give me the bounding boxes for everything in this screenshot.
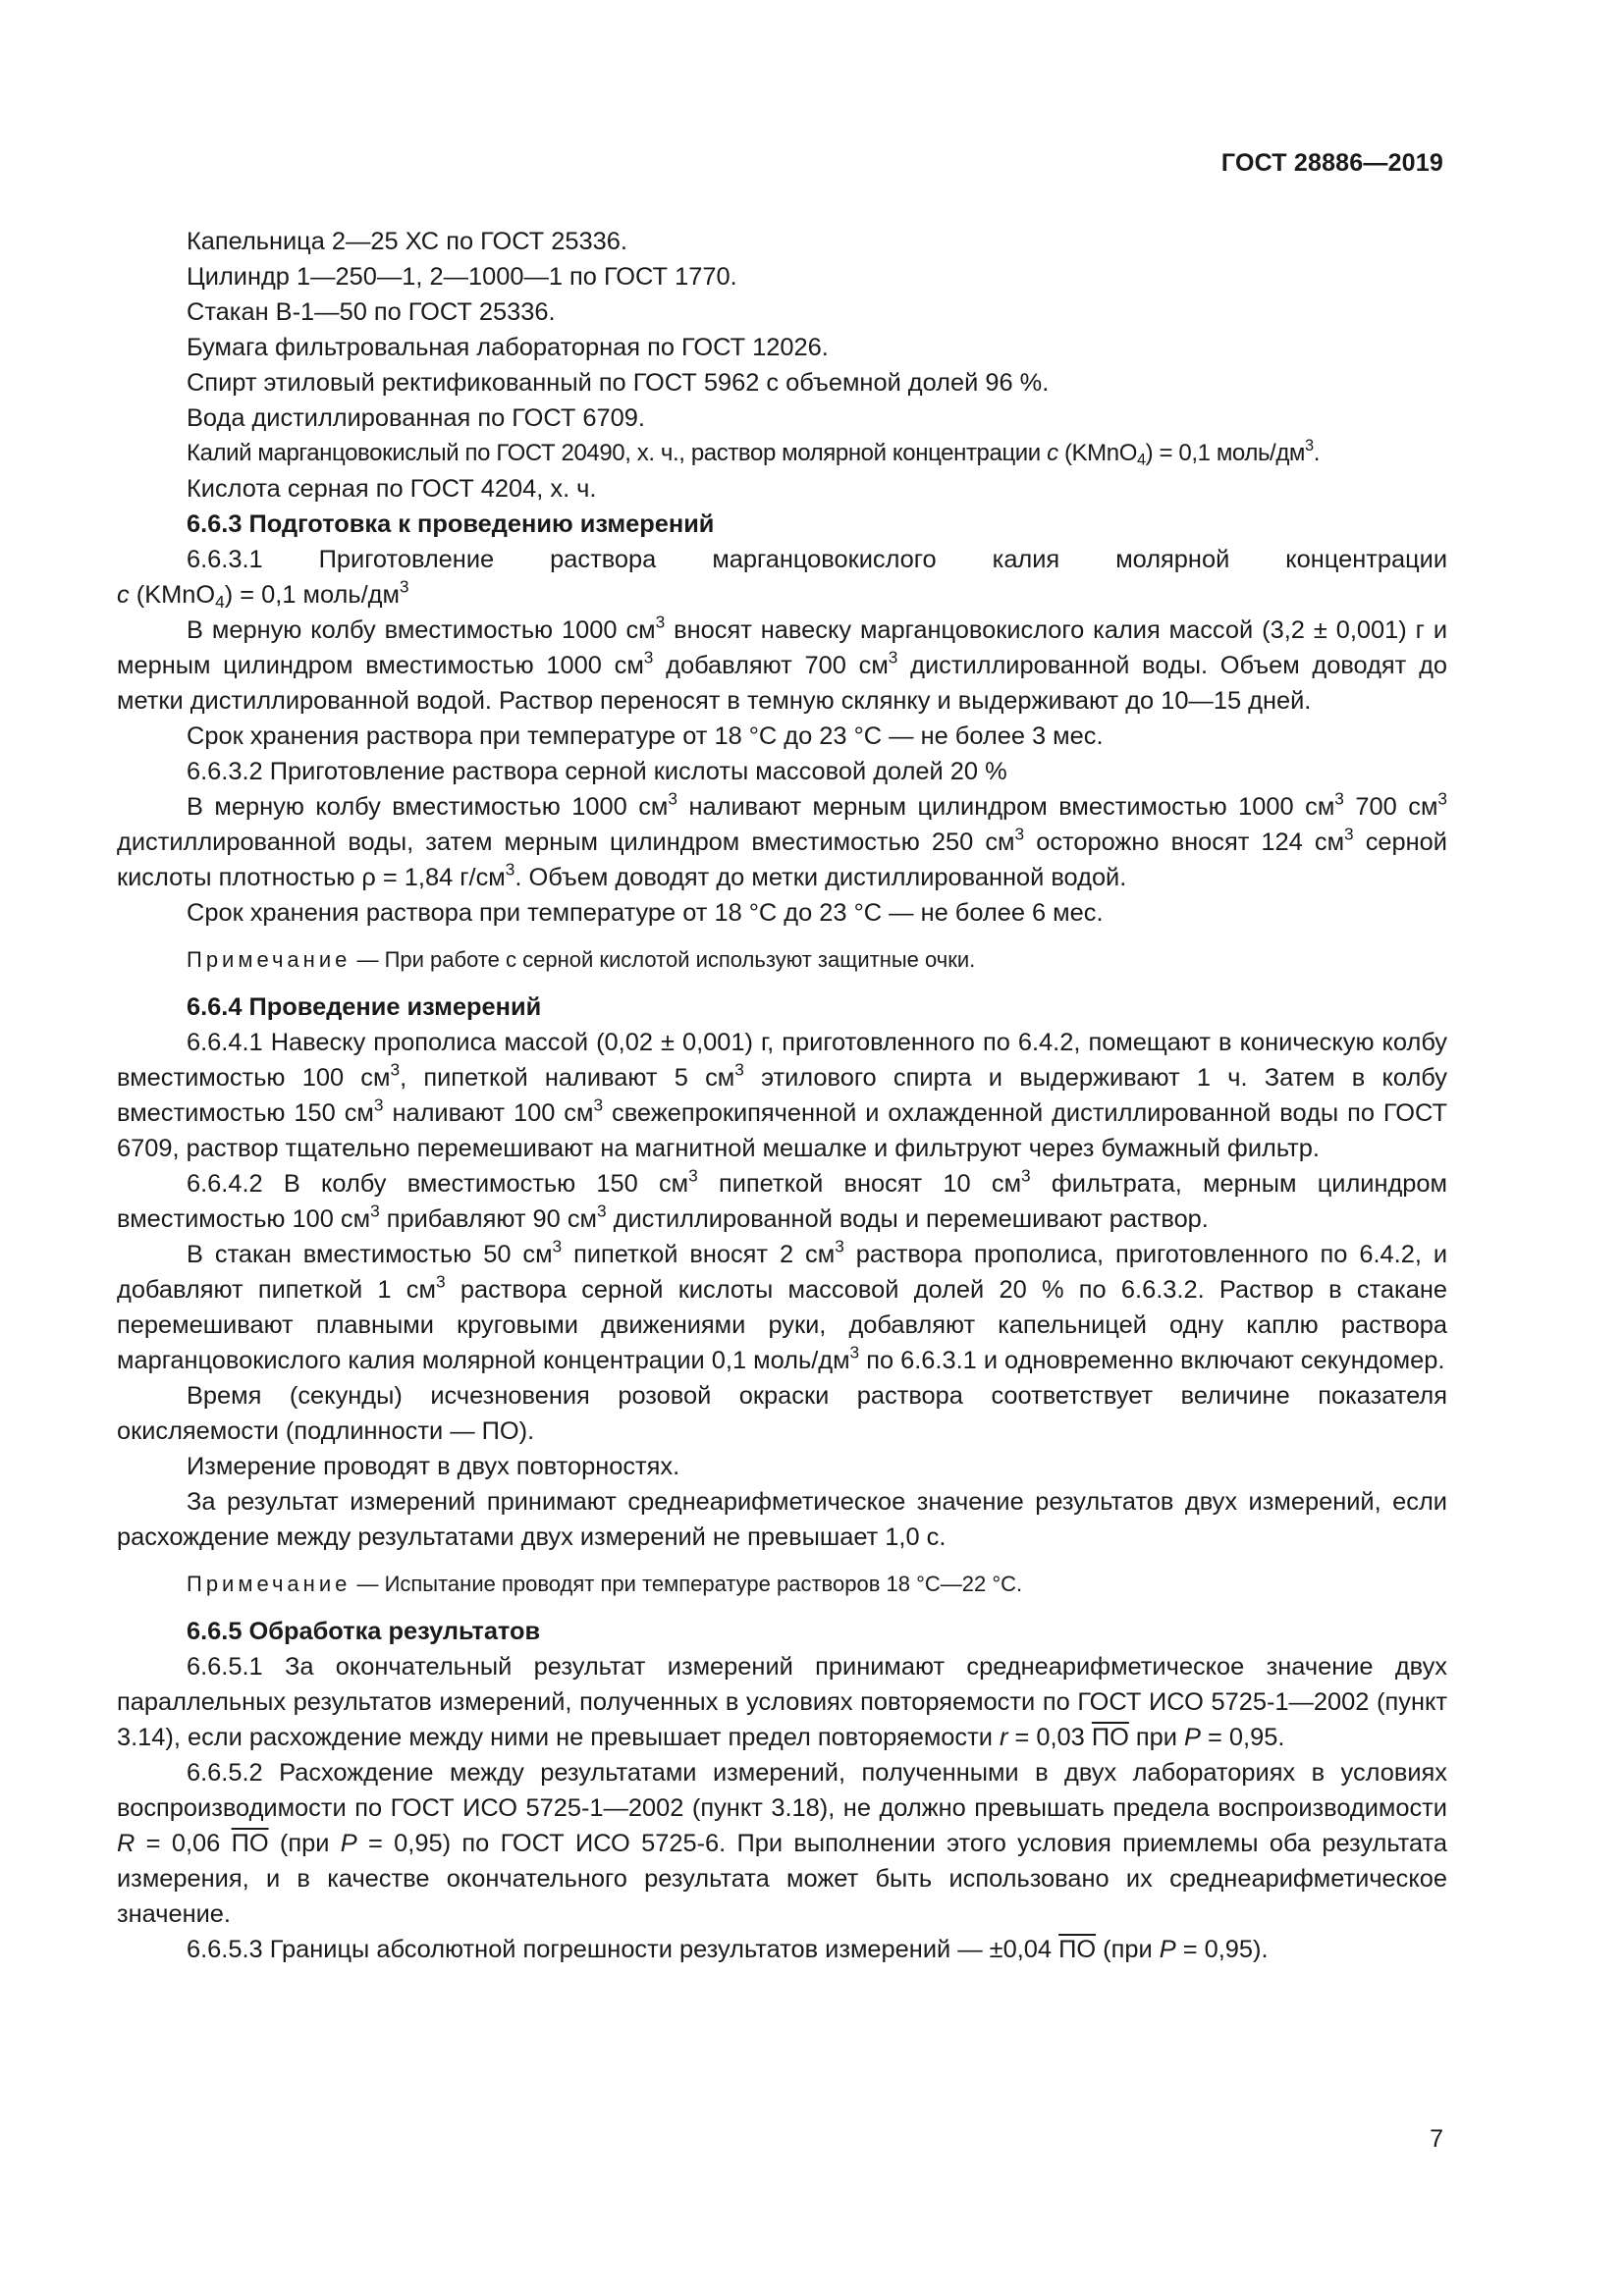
- paragraph-6632-body: В мерную колбу вместимостью 1000 $см^3$ наливают мерным цилиндром вместимостью 1000 $см^3$ 700 $см^3$ дистиллированной воды, затем мерным цилиндром вместимостью 250 $см^3$ осторожно вносят 124 $см^3$ серной кислоты плотностью ρ = 1,84 $г/см^3$. Объем доводят до метки дистиллированной водой.: [117, 788, 1448, 891]
- list-item: Вода дистиллированная по ГОСТ 6709.: [187, 404, 645, 432]
- list-item: Капельница 2—25 ХС по ГОСТ 25336.: [187, 228, 627, 255]
- section-heading-663: 6.6.3 Подготовка к проведению измерений: [187, 510, 715, 538]
- page-number: 7: [1430, 2125, 1443, 2153]
- subsection-title-6631: 6.6.3.1 Приготовление раствора марганцовокислого калия молярной концентрации: [187, 546, 1447, 573]
- paragraph-6631-storage: Срок хранения раствора при температуре от 18 °С до 23 °С — не более 3 мес.: [187, 722, 1104, 750]
- paragraph-beaker: В стакан вместимостью 50 $см^3$ пипеткой вносят 2 $см^3$ раствора прополиса, приготовленного по 6.4.2, и добавляют пипеткой 1 $см^3$ раствора серной кислоты массовой долей 20 % по 6.6.3.2. Раствор в стакане перемешивают плавными круговыми движениями руки, добавляют капельницей одну каплю раствора марганцовокислого калия молярной концентрации 0,1 моль/$дм^3$ по 6.6.3.1 и одновременно включают секундомер.: [117, 1236, 1448, 1374]
- section-heading-665: 6.6.5 Обработка результатов: [187, 1618, 541, 1645]
- list-item: Спирт этиловый ректификованный по ГОСТ 5962 с объемной долей 96 %.: [187, 369, 1050, 397]
- page-content: [117, 224, 1447, 1967]
- paragraph-6631-body: В мерную колбу вместимостью 1000 $см^3$ вносят навеску марганцовокислого калия массой (3,2 ± 0,001) г и мерным цилиндром вместимостью 1000 $см^3$ добавляют 700 $см^3$ дистиллированной воды. Объем доводят до метки дистиллированной водой. Раствор переносят в темную склянку и выдерживают до 10—15 дней.: [117, 612, 1447, 715]
- paragraph-6641: 6.6.4.1 Навеску прополиса массой (0,02 ± 0,001) г, приготовленного по 6.4.2, помещают в коническую колбу вместимостью 100 $см^3$, пипеткой наливают 5 $см^3$ этилового спирта и выдерживают 1 ч. Затем в колбу вместимостью 150 $см^3$ наливают 100 $см^3$ свежепрокипяченной и охлажденной дистиллированной воды по ГОСТ 6709, раствор тщательно перемешивают на магнитной мешалке и фильтруют через бумажный фильтр.: [117, 1029, 1447, 1162]
- list-item: Цилиндр 1—250—1, 2—1000—1 по ГОСТ 1770.: [187, 263, 737, 291]
- list-item-kmno4: Калий марганцовокислый по ГОСТ 20490, х. ч., раствор молярной концентрации c (KMnO$_4$) = 0,1 моль/$дм^3$.: [187, 436, 1321, 469]
- note-sulfuric-acid: Примечание — При работе с серной кислотой используют защитные очки.: [187, 947, 976, 972]
- subsection-title-6632: 6.6.3.2 Приготовление раствора серной кислоты массовой долей 20 %: [187, 758, 1007, 785]
- note-temperature: Примечание — Испытание проводят при температуре растворов 18 °С—22 °С.: [187, 1572, 1023, 1596]
- paragraph-result: За результат измерений принимают среднеарифметическое значение результатов двух измерений, если расхождение между результатами двух измерений не превышает 1,0 с.: [117, 1488, 1447, 1551]
- list-item: Бумага фильтровальная лабораторная по ГОСТ 12026.: [187, 334, 829, 361]
- list-item-acid: Кислота серная по ГОСТ 4204, х. ч.: [187, 475, 597, 503]
- paragraph-6651: 6.6.5.1 За окончательный результат измерений принимают среднеарифметическое значение двух параллельных результатов измерений, полученных в условиях повторяемости по ГОСТ ИСО 5725-1—2002 (пункт 3.14), если расхождение между ними не превышает предел повторяемости r = 0,03 ПО при P = 0,95.: [117, 1653, 1447, 1751]
- section-heading-664: 6.6.4 Проведение измерений: [187, 993, 542, 1021]
- subsection-title-6631-formula: c (KMnO$_4$) = 0,1 моль/$дм^3$: [117, 576, 409, 612]
- list-item: Стакан В-1—50 по ГОСТ 25336.: [187, 298, 556, 326]
- paragraph-time: Время (секунды) исчезновения розовой окраски раствора соответствует величине показателя окисляемости (подлинности — ПО).: [117, 1382, 1447, 1445]
- paragraph-6642: 6.6.4.2 В колбу вместимостью 150 $см^3$ пипеткой вносят 10 $см^3$ фильтрата, мерным цилиндром вместимостью 100 $см^3$ прибавляют 90 $см^3$ дистиллированной воды и перемешивают раствор.: [117, 1165, 1447, 1233]
- paragraph-repeat: Измерение проводят в двух повторностях.: [187, 1453, 680, 1480]
- standard-header: ГОСТ 28886—2019: [1220, 149, 1443, 177]
- paragraph-6652: 6.6.5.2 Расхождение между результатами измерений, полученными в двух лабораториях в условиях воспроизводимости по ГОСТ ИСО 5725-1—2002 (пункт 3.18), не должно превышать предела воспроизводимости R = 0,06 ПО (при P = 0,95) по ГОСТ ИСО 5725-6. При выполнении этого условия приемлемы оба результата измерения, и в качестве окончательного результата может быть использовано их среднеарифметическое значение.: [117, 1759, 1447, 1928]
- paragraph-6653: 6.6.5.3 Границы абсолютной погрешности результатов измерений — ±0,04 ПО (при P = 0,95).: [187, 1936, 1269, 1963]
- paragraph-6632-storage: Срок хранения раствора при температуре от 18 °С до 23 °С — не более 6 мес.: [187, 899, 1104, 927]
